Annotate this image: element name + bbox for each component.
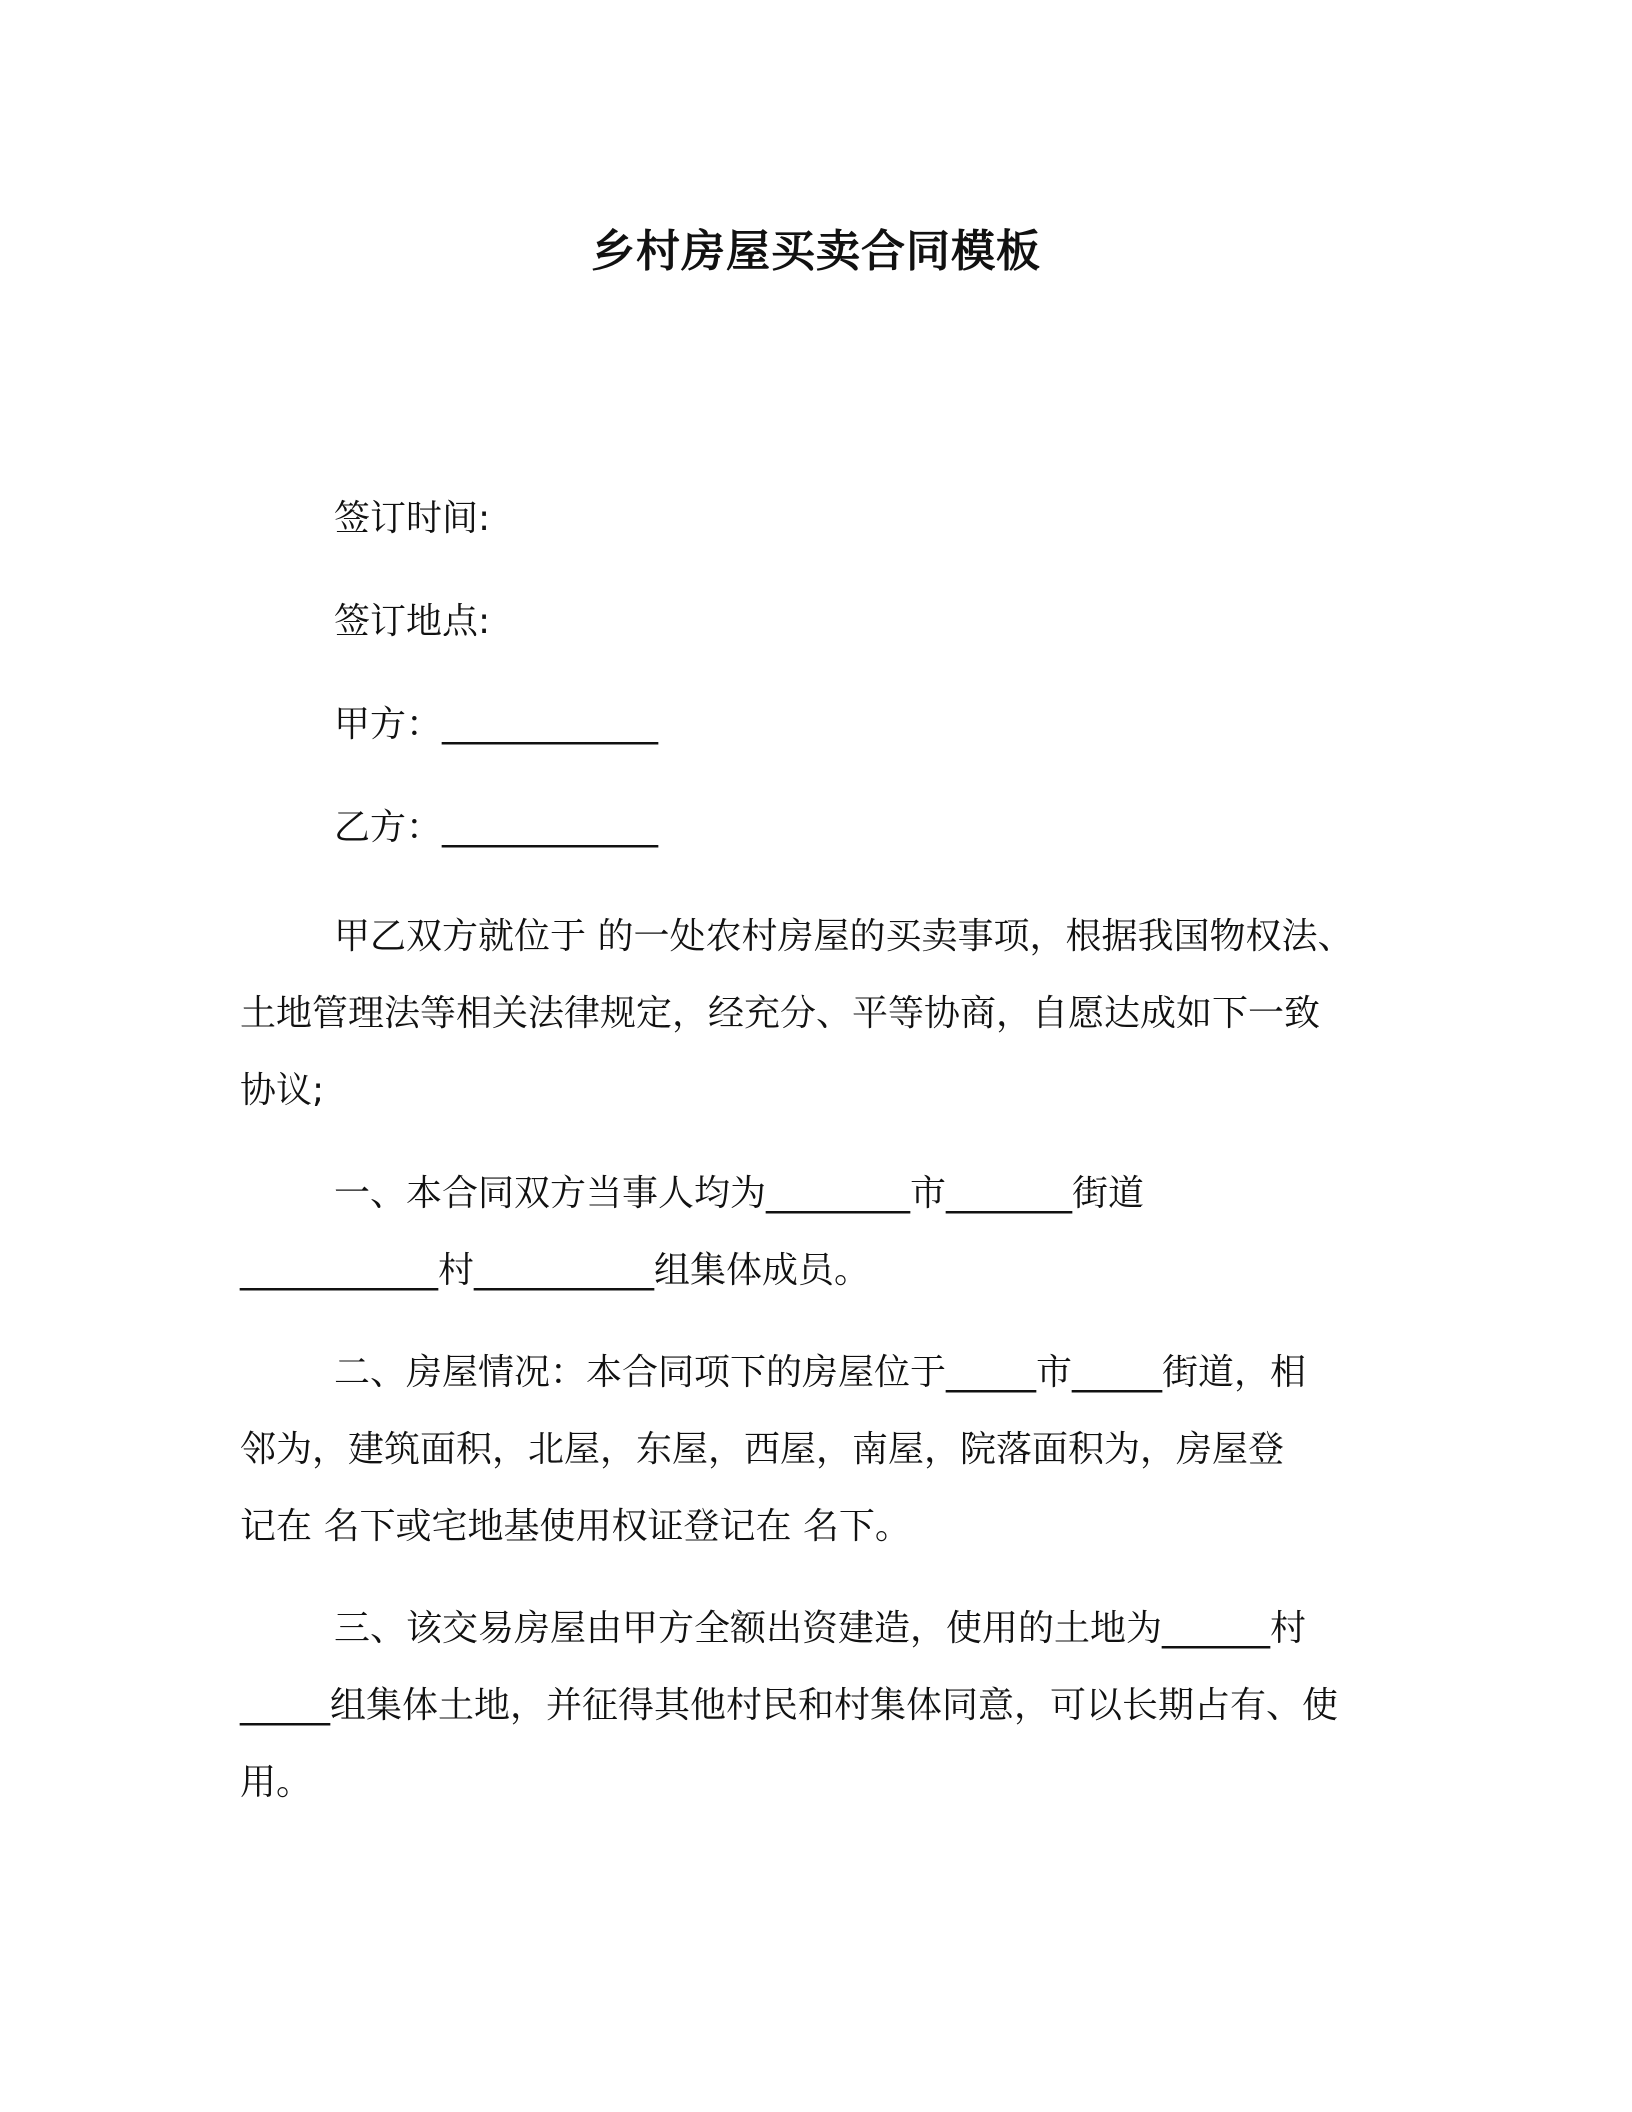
clause-1-line-1: 一、本合同双方当事人均为________市_______街道 (334, 1173, 1145, 1214)
clause-3-line-2: _____组集体土地，并征得其他村民和村集体同意，可以长期占有、使 (240, 1685, 1339, 1726)
clause-2-line-2: 邻为，建筑面积，北屋，东屋，西屋，南屋，院落面积为，房屋登 (240, 1429, 1285, 1470)
clause-2-line-1: 二、房屋情况：本合同项下的房屋位于_____市_____街道，相 (334, 1352, 1307, 1393)
clause-3-line-3: 用。 (240, 1762, 313, 1803)
intro-line-1: 甲乙双方就位于 的一处农村房屋的买卖事项，根据我国物权法、 (334, 916, 1354, 957)
clause-2-line-3: 记在 名下或宅地基使用权证登记在 名下。 (240, 1506, 911, 1547)
intro-paragraph (240, 898, 1420, 1129)
clause-1-paragraph (240, 1155, 1420, 1309)
clause-2-paragraph (240, 1334, 1420, 1565)
sign-place-field: 签订地点: (334, 601, 491, 642)
clause-3-line-1: 三、该交易房屋由甲方全额出资建造，使用的土地为______村 (334, 1608, 1307, 1649)
clause-1-line-2: ___________村__________组集体成员。 (240, 1250, 871, 1291)
sign-time-field: 签订时间: (334, 498, 491, 539)
party-a-field: 甲方：____________ (334, 704, 659, 745)
intro-line-2: 土地管理法等相关法律规定，经充分、平等协商，自愿达成如下一致 (240, 993, 1321, 1034)
clause-3-paragraph (240, 1590, 1420, 1821)
document-title: 乡村房屋买卖合同模板 (591, 226, 1041, 277)
party-b-field: 乙方：____________ (334, 807, 659, 848)
intro-line-3: 协议; (240, 1070, 325, 1111)
